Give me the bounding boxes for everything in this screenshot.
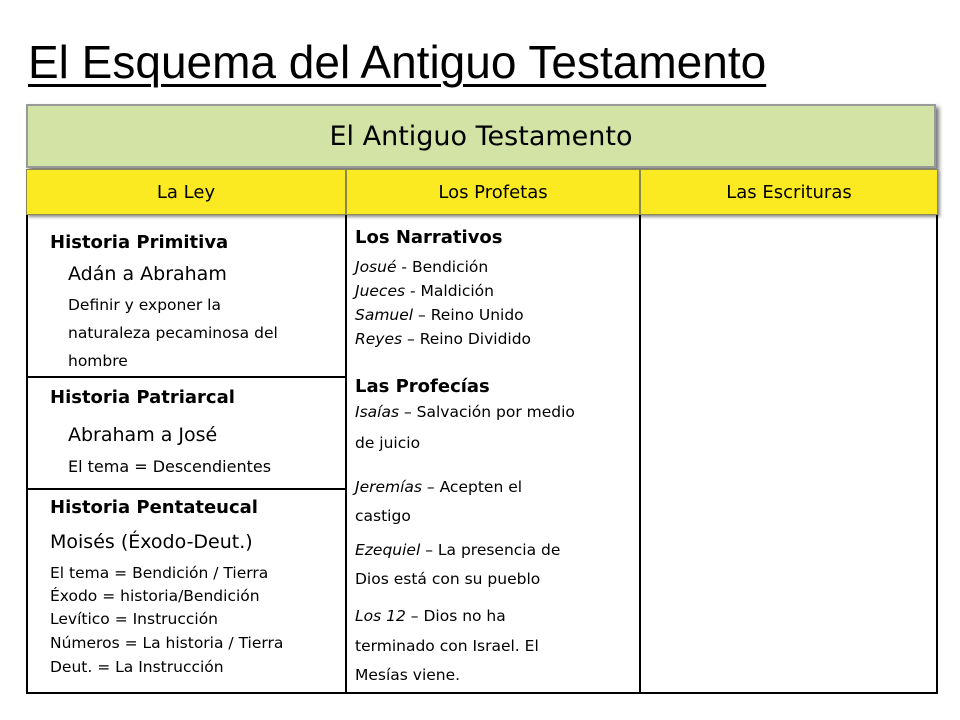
column-header-los-profetas: Los Profetas [346, 169, 640, 215]
table-border-bottom [26, 692, 938, 694]
primitiva-desc-line-1: Definir y exponer la [68, 296, 221, 314]
column-header-la-ley: La Ley [26, 169, 346, 215]
table-divider-2 [639, 215, 641, 693]
ezequiel-line-1: Ezequiel – La presencia de [355, 541, 561, 559]
primitiva-heading: Historia Primitiva [50, 232, 229, 253]
pentateucal-range: Moisés (Éxodo-Deut.) [50, 531, 253, 553]
patriarcal-heading: Historia Patriarcal [50, 387, 235, 408]
narrativo-item: Jueces - Maldición [355, 282, 494, 300]
book-name: Isaías [355, 403, 400, 421]
slide-title: El Esquema del Antiguo Testamento [28, 36, 767, 88]
doce-line-1: Los 12 – Dios no ha [355, 607, 506, 625]
book-name: Samuel [355, 306, 414, 324]
row-divider-1 [26, 376, 346, 378]
column-header-las-escrituras: Las Escrituras [640, 169, 938, 215]
narrativo-item: Josué - Bendición [355, 258, 489, 276]
narrativo-item: Samuel – Reino Unido [355, 306, 524, 324]
row-divider-2 [26, 488, 346, 490]
pentateucal-line-2: Éxodo = historia/Bendición [50, 587, 260, 605]
doce-line-3: Mesías viene. [355, 666, 461, 684]
pentateucal-line-5: Deut. = La Instrucción [50, 658, 224, 676]
table-border-right [936, 215, 938, 693]
profecias-heading: Las Profecías [355, 376, 490, 397]
jeremias-line-1: Jeremías – Acepten el [355, 478, 523, 496]
ezequiel-line-2: Dios está con su pueblo [355, 570, 541, 588]
primitiva-desc-line-2: naturaleza pecaminosa del [68, 324, 278, 342]
table-border-left [26, 215, 28, 693]
doce-line-2: terminado con Israel. El [355, 637, 539, 655]
patriarcal-range: Abraham a José [68, 424, 218, 446]
table-header: El Antiguo Testamento [26, 104, 936, 168]
book-name: Los 12 [355, 607, 406, 625]
pentateucal-heading: Historia Pentateucal [50, 497, 258, 518]
table-divider-1 [345, 215, 347, 693]
pentateucal-line-3: Levítico = Instrucción [50, 610, 219, 628]
pentateucal-line-1: El tema = Bendición / Tierra [50, 564, 269, 582]
narrativos-heading: Los Narrativos [355, 227, 503, 248]
narrativo-item: Reyes – Reino Dividido [355, 330, 532, 348]
primitiva-range: Adán a Abraham [68, 263, 227, 285]
patriarcal-theme: El tema = Descendientes [68, 457, 272, 476]
isaias-line-2: de juicio [355, 434, 421, 452]
book-name: Jeremías [355, 478, 422, 496]
book-name: Ezequiel [355, 541, 421, 559]
isaias-line-1: Isaías – Salvación por medio [355, 403, 575, 421]
book-name: Reyes [355, 330, 403, 348]
book-name: Josué [355, 258, 397, 276]
book-name: Jueces [355, 282, 406, 300]
pentateucal-line-4: Números = La historia / Tierra [50, 634, 284, 652]
primitiva-desc-line-3: hombre [68, 352, 128, 370]
jeremias-line-2: castigo [355, 507, 411, 525]
